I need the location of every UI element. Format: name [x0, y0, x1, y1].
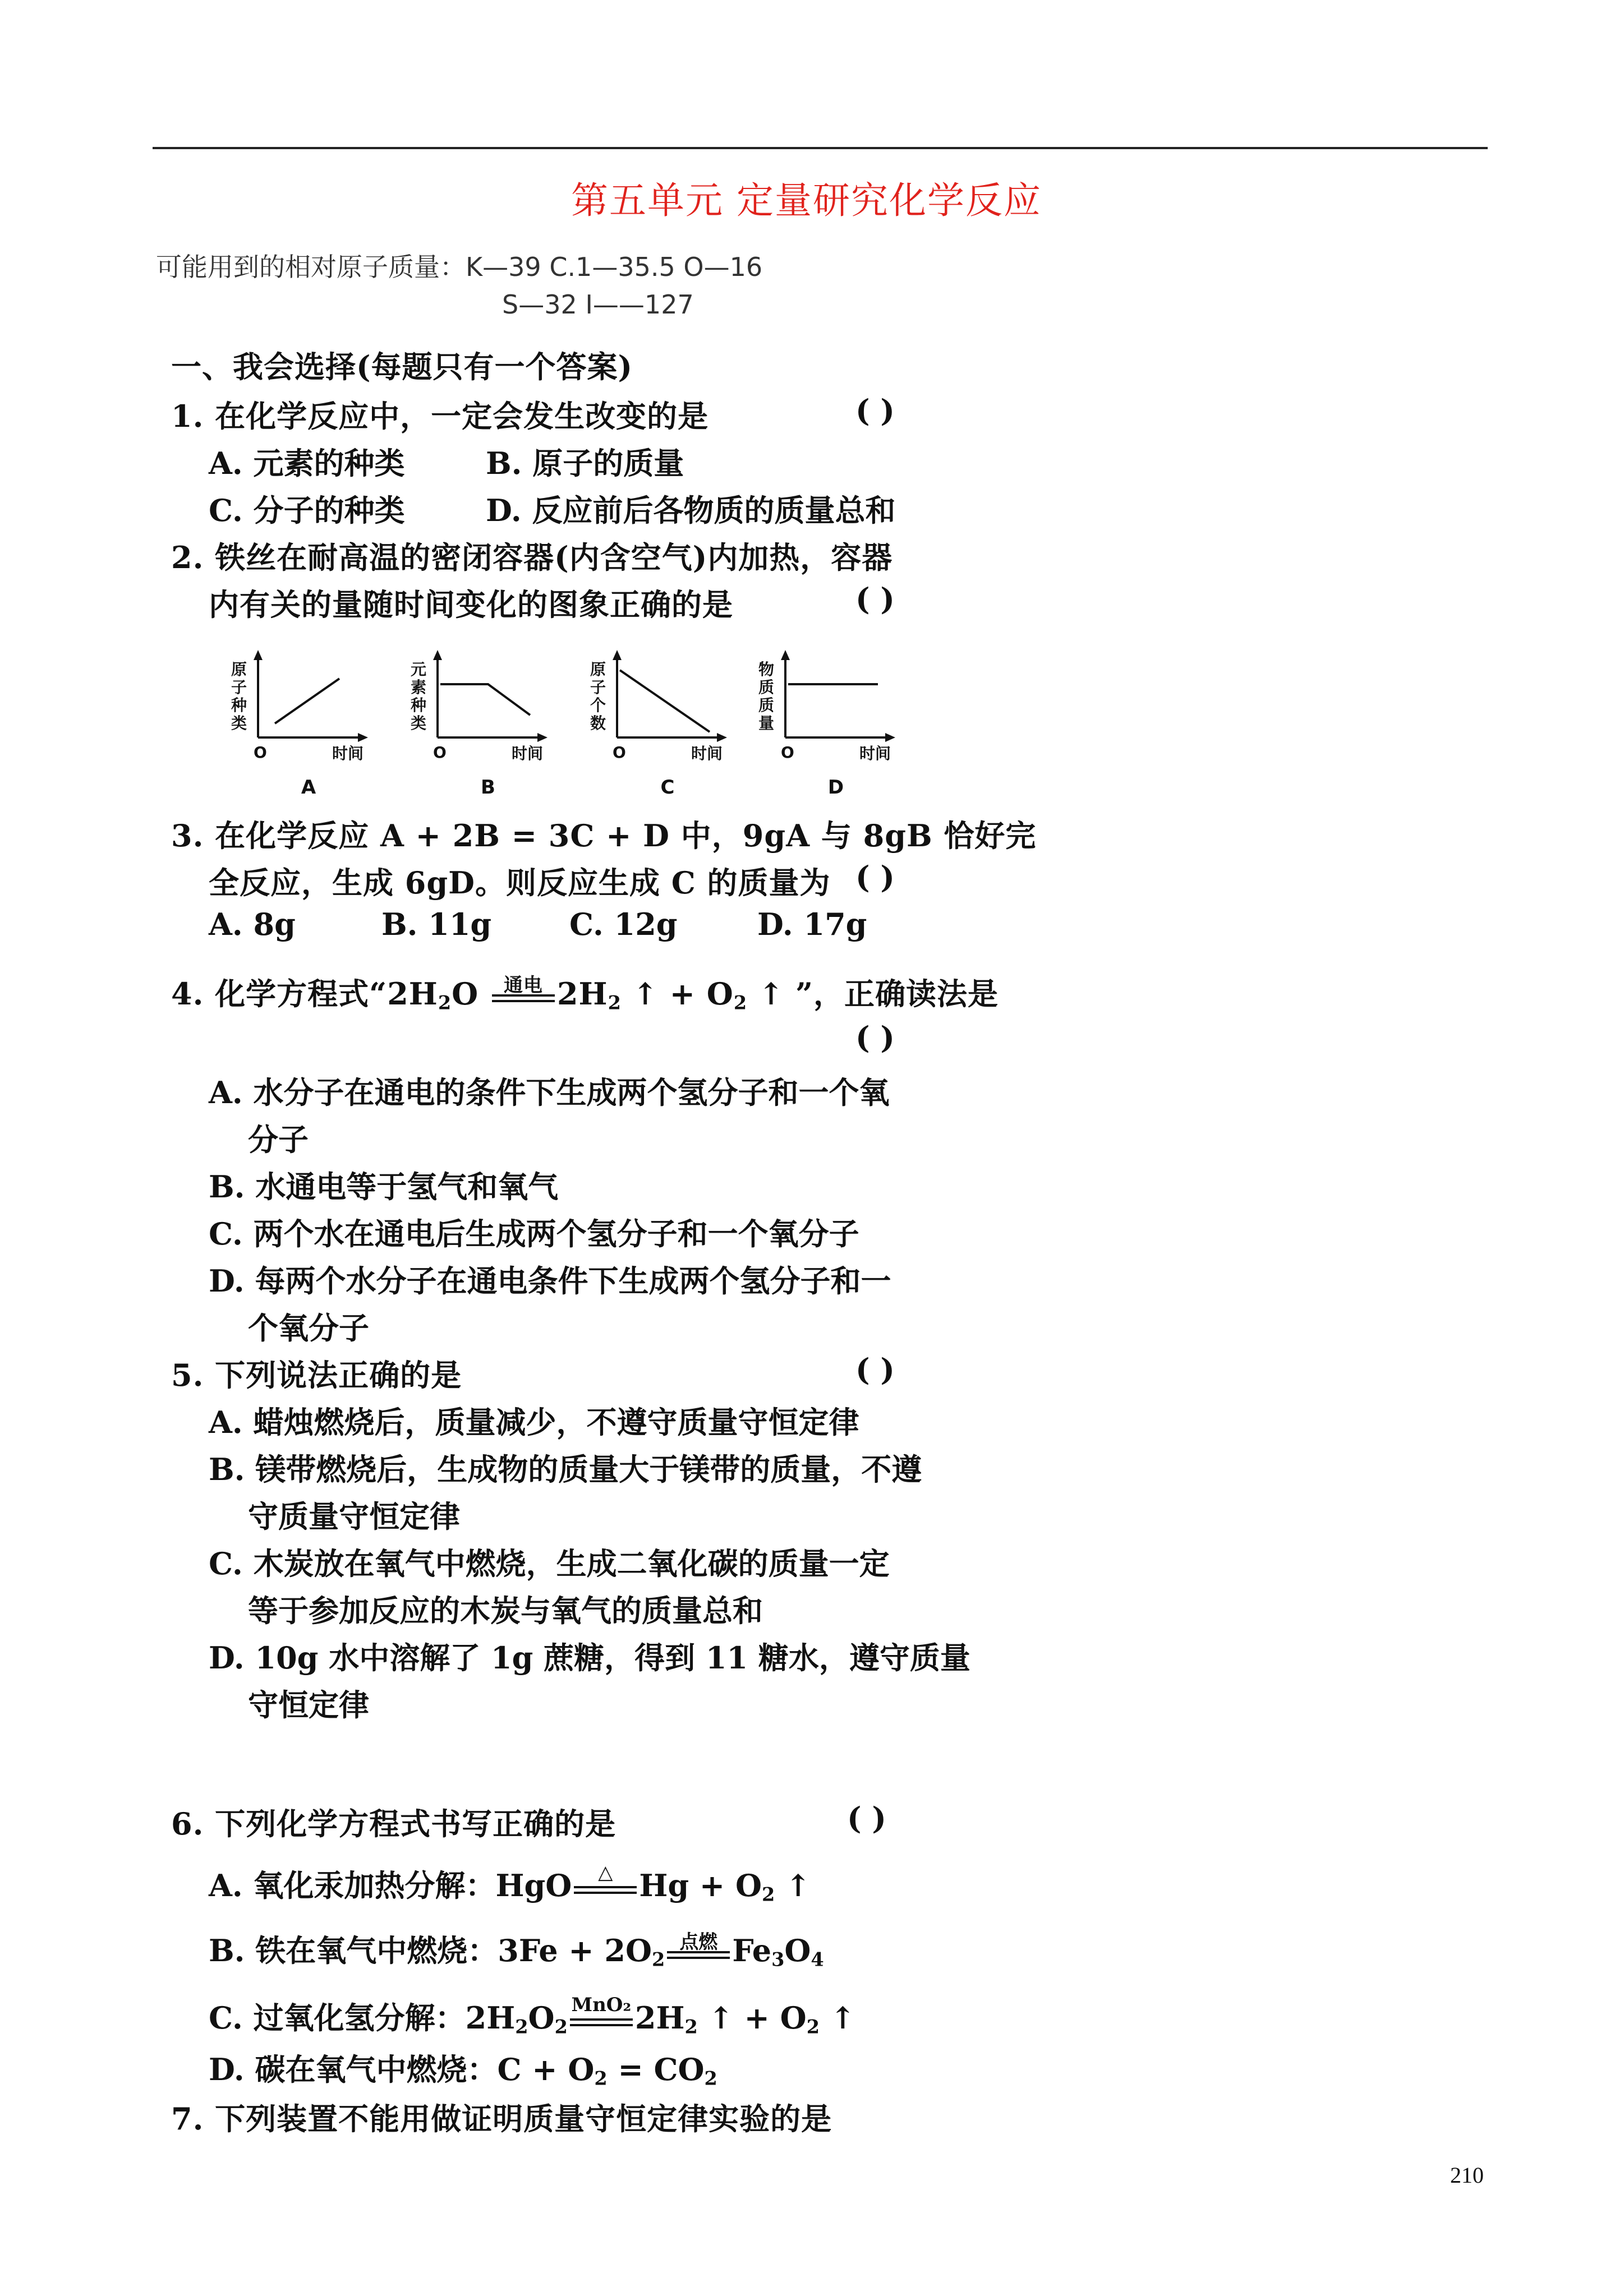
q6-b-sub1: 3 — [771, 1948, 785, 1971]
header-rule — [153, 147, 1488, 149]
q1-option-a[interactable]: A. 元素的种类 — [209, 445, 405, 481]
q6-b-condition: 点燃 — [679, 1930, 718, 1953]
q4-option-a-line1[interactable]: A. 水分子在通电的条件下生成两个氢分子和一个氧 — [209, 1075, 890, 1110]
q2-line1: 2. 铁丝在耐高温的密闭容器(内含空气)内加热，容器 — [171, 540, 893, 575]
q6-b-tail2: O — [784, 1933, 811, 1968]
q6-a-arrow — [572, 1861, 639, 1905]
q3-option-d[interactable]: D. 17g — [757, 906, 867, 942]
graph-d-letter: D — [827, 776, 844, 799]
q6-a-uparrow: ↑ — [775, 1868, 811, 1903]
graph-c-y-arrow — [613, 650, 622, 660]
q4-option-d-line2[interactable]: 个氧分子 — [248, 1310, 369, 1346]
graph-d-ylabel-char: 质 — [758, 696, 775, 714]
q6-c-uparrow: ↑ — [820, 2000, 856, 2036]
q5-option-d-line1[interactable]: D. 10g 水中溶解了 1g 蔗糖，得到 11 糖水，遵守质量 — [209, 1640, 970, 1676]
q6-b-sub2: 4 — [811, 1948, 824, 1971]
q6-c-mid: O — [528, 2000, 555, 2036]
page-number: 210 — [1450, 2163, 1484, 2188]
graph-d-ylabel-char: 量 — [758, 714, 775, 732]
graph-a-ylabel-char: 种 — [231, 696, 247, 714]
q6-c-tail-sub: 2 — [684, 2016, 698, 2038]
graph-a-curve — [275, 679, 339, 723]
q3-option-c[interactable]: C. 12g — [569, 906, 678, 942]
q4-product1-sub: 2 — [608, 992, 622, 1014]
q6-c-tail: 2H — [634, 2000, 685, 2036]
q2-line2: 内有关的量随时间变化的图象正确的是 — [209, 587, 733, 623]
q6-c-condition: MnO₂ — [571, 1993, 632, 2016]
q6-option-c[interactable] — [209, 1994, 855, 2037]
q6-a-condition: △ — [598, 1861, 613, 1884]
q3-option-b[interactable]: B. 11g — [381, 906, 492, 942]
q6-c-prefix: C. 过氧化氢分解：2H — [209, 2000, 516, 2036]
graph-c-ylabel-char: 子 — [590, 678, 606, 697]
graph-c-letter: C — [660, 776, 675, 799]
graph-c-origin: O — [613, 743, 626, 762]
graph-a-xlabel: 时间 — [332, 744, 364, 763]
graph-a-letter: A — [301, 776, 316, 799]
q5-option-a[interactable]: A. 蜡烛燃烧后，质量减少，不遵守质量守恒定律 — [209, 1404, 859, 1440]
q5-option-c-line2[interactable]: 等于参加反应的木炭与氧气的质量总和 — [248, 1593, 763, 1629]
graph-a-ylabel-char: 原 — [231, 660, 247, 679]
q4-product2-sub: 2 — [733, 992, 748, 1014]
graph-c-ylabel-char: 个 — [590, 696, 606, 714]
graph-b-x-arrow — [537, 733, 548, 742]
q6-text: 6. 下列化学方程式书写正确的是 — [171, 1806, 617, 1842]
graph-a-ylabel-char: 类 — [231, 714, 247, 732]
q1-option-c[interactable]: C. 分子的种类 — [209, 492, 405, 528]
q6-d-mid: = CO — [607, 2051, 705, 2087]
q4-product1: 2H — [556, 976, 608, 1012]
q6-b-prefix: B. 铁在氧气中燃烧：3Fe + 2O — [209, 1933, 652, 1968]
q2-answer-blank[interactable]: ( ) — [855, 581, 895, 617]
q3-line2: 全反应，生成 6gD。则反应生成 C 的质量为 — [209, 865, 831, 901]
q4-answer-blank[interactable]: ( ) — [855, 1020, 895, 1055]
graph-b-ylabel-char: 元 — [410, 660, 427, 679]
graph-d-ylabel-char: 质 — [758, 678, 775, 697]
q4-equation — [171, 970, 999, 1013]
q4-sub: 2 — [438, 992, 452, 1014]
q6-c-arrow — [568, 1993, 635, 2037]
q6-option-d[interactable] — [209, 2046, 717, 2089]
graph-b-ylabel-char: 类 — [410, 714, 427, 732]
q6-a-sub: 2 — [762, 1883, 775, 1906]
q4-mid: ↑ + O — [621, 976, 734, 1012]
graph-b-curve — [440, 684, 530, 715]
graph-c-ylabel-char: 原 — [590, 660, 606, 679]
q3-answer-blank[interactable]: ( ) — [855, 859, 895, 895]
section-heading: 一、我会选择(每题只有一个答案) — [171, 349, 633, 385]
graph-a-y-arrow — [254, 650, 263, 660]
graph-d-x-arrow — [885, 733, 895, 742]
q6-a-prefix: A. 氧化汞加热分解：HgO — [209, 1868, 572, 1903]
q4-option-c[interactable]: C. 两个水在通电后生成两个氢分子和一个氧分子 — [209, 1216, 859, 1252]
q4-condition: 通电 — [503, 974, 543, 997]
q1-answer-blank[interactable]: ( ) — [855, 393, 895, 428]
graph-b-ylabel-char: 种 — [410, 696, 427, 714]
q6-option-a[interactable] — [209, 1862, 811, 1905]
q5-answer-blank[interactable]: ( ) — [855, 1352, 895, 1387]
q6-c-sub2: 2 — [554, 2016, 568, 2038]
q3-line1: 3. 在化学反应 A + 2B = 3C + D 中，9gA 与 8gB 恰好完 — [171, 818, 1037, 854]
q4-suffix: ↑ ”，正确读法是 — [747, 976, 999, 1012]
graph-c-xlabel: 时间 — [691, 744, 723, 763]
graph-c-curve — [620, 670, 710, 732]
q3-option-a[interactable]: A. 8g — [209, 906, 296, 942]
graph-d-origin: O — [781, 743, 794, 762]
graph-a-x-arrow — [358, 733, 368, 742]
graph-b-letter: B — [481, 776, 495, 799]
graph-b-ylabel-char: 素 — [410, 678, 427, 697]
q6-d-prefix: D. 碳在氧气中燃烧：C + O — [209, 2051, 595, 2087]
page-title: 第五单元 定量研究化学反应 — [571, 179, 1042, 222]
q5-option-c-line1[interactable]: C. 木炭放在氧气中燃烧，生成二氧化碳的质量一定 — [209, 1546, 890, 1582]
q4-option-a-line2[interactable]: 分子 — [248, 1122, 309, 1158]
q5-text: 5. 下列说法正确的是 — [171, 1357, 462, 1393]
q4-prefix: 4. 化学方程式“2H — [171, 976, 438, 1012]
q4-option-b[interactable]: B. 水通电等于氢气和氧气 — [209, 1169, 559, 1205]
q1-text: 1. 在化学反应中，一定会发生改变的是 — [171, 398, 709, 434]
q6-d-sub: 2 — [594, 2067, 608, 2090]
q6-b-tail: Fe — [732, 1933, 772, 1968]
atomic-masses-line1: 可能用到的相对原子质量：K—39 C.1—35.5 O—16 — [156, 252, 763, 282]
graph-b-y-arrow — [433, 650, 442, 660]
q6-c-tail-sub2: 2 — [806, 2016, 820, 2038]
q6-c-sub1: 2 — [515, 2016, 528, 2038]
q1-option-d[interactable]: D. 反应前后各物质的质量总和 — [486, 492, 896, 528]
q6-c-tail2: ↑ + O — [697, 2000, 807, 2036]
graph-c-x-arrow — [717, 733, 727, 742]
graph-b-origin: O — [433, 743, 447, 762]
atomic-masses-line2: S—32 I——127 — [502, 289, 694, 320]
q1-option-b[interactable]: B. 原子的质量 — [486, 445, 684, 481]
q5-option-d-line2[interactable]: 守恒定律 — [248, 1687, 369, 1723]
q2-graphs — [224, 639, 954, 802]
q6-b-arrow — [665, 1930, 732, 1970]
graph-a-ylabel-char: 子 — [231, 678, 247, 697]
q6-b-sub: 2 — [652, 1948, 665, 1971]
graph-a-origin: O — [254, 743, 267, 762]
q6-option-b[interactable] — [209, 1927, 824, 1970]
graph-d-xlabel: 时间 — [859, 744, 891, 763]
q4-reactant-tail: O — [452, 976, 479, 1012]
q5-option-b-line2[interactable]: 守质量守恒定律 — [248, 1499, 460, 1534]
q5-option-b-line1[interactable]: B. 镁带燃烧后，生成物的质量大于镁带的质量，不遵 — [209, 1451, 922, 1487]
graph-c-ylabel-char: 数 — [590, 714, 606, 732]
q4-option-d-line1[interactable]: D. 每两个水分子在通电条件下生成两个氢分子和一 — [209, 1263, 891, 1299]
q7-text: 7. 下列装置不能用做证明质量守恒定律实验的是 — [171, 2101, 832, 2137]
q6-d-sub2: 2 — [704, 2067, 717, 2090]
q4-condition-arrow — [490, 974, 557, 1013]
q6-answer-blank[interactable]: ( ) — [847, 1800, 886, 1836]
q6-a-tail: Hg + O — [639, 1868, 762, 1903]
graph-d-y-arrow — [781, 650, 790, 660]
graph-d-ylabel-char: 物 — [758, 660, 775, 679]
graph-b-xlabel: 时间 — [511, 744, 544, 763]
